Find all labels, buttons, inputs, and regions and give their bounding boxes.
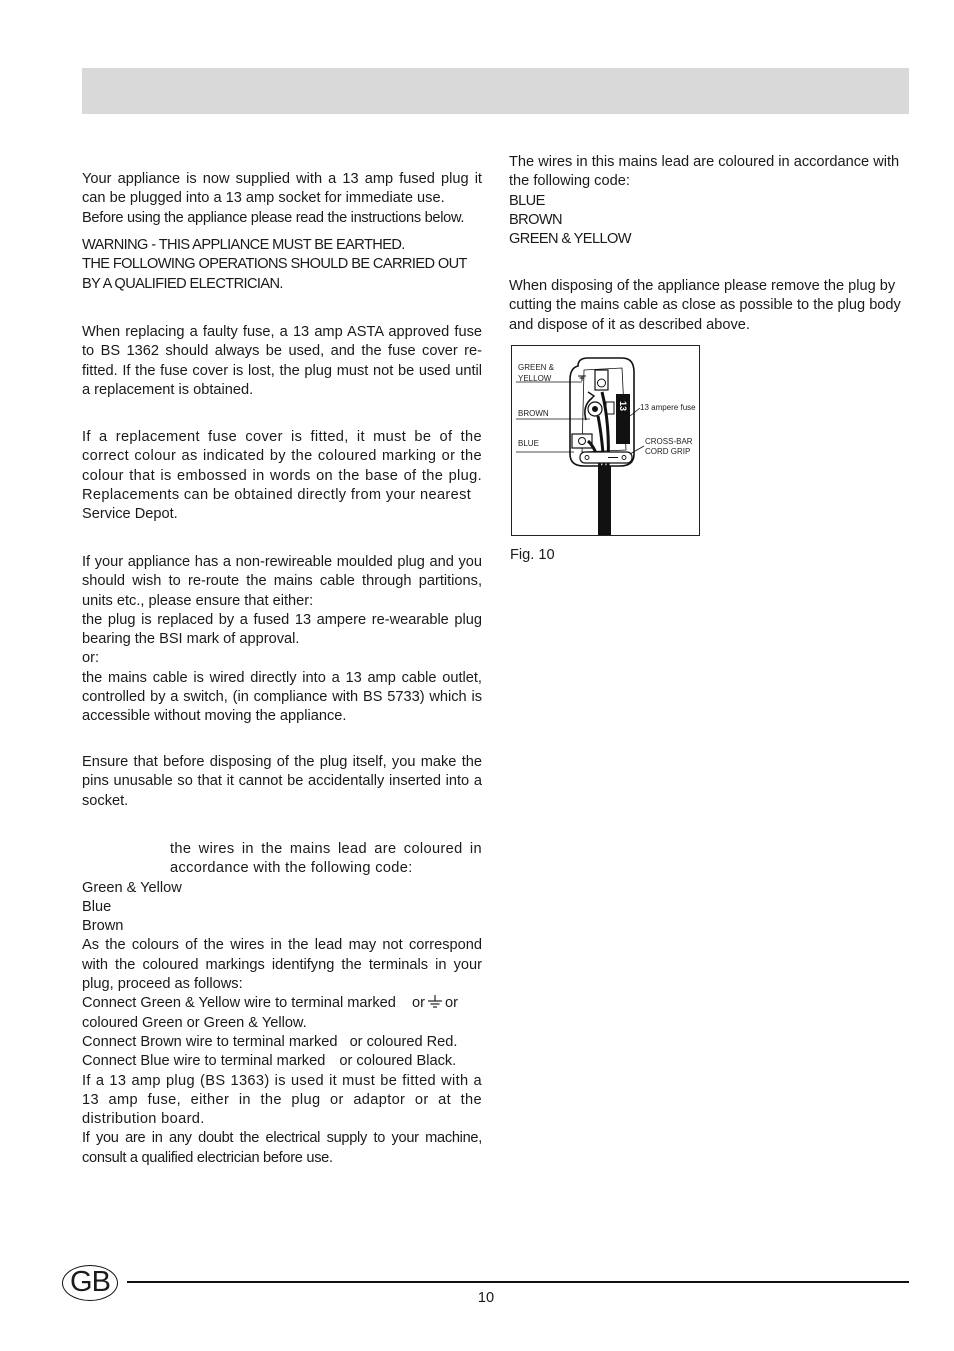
warning-block [82,236,482,294]
connect-earth-a: Connect Green & Yellow wire to terminal marked [82,995,396,1012]
wiring-note: As the colours of the wires in the lead may not correspond with the coloured markings identifyng the terminals in your plug, proceed as follows: [82,937,482,993]
doubt-text: If you are in any doubt the electrical supply to your machine, consult a qualified electrician before use. [82,1130,482,1166]
connect-earth-or-1: or [411,995,425,1012]
intro-text: Your appliance is now supplied with a 13 amp fused plug it can be plugged into a 13 amp socket for immediate use. [82,171,482,207]
intro-instructions: Before using the appliance please read the instructions below. [82,209,465,226]
wire-code-green-yellow: GREEN & YELLOW [509,231,631,248]
fuse-replacement-text: When replacing a faulty fuse, a 13 amp ASTA approved fuse to BS 1362 should always be used, and the fuse cover re-fitted. If the fuse cover is lost, the plug must not be used until a replacement is obtained. [82,324,482,398]
fuse-cover-depot: Service Depot. [82,506,178,523]
figure-label-brown: BROWN [518,409,549,418]
warning-electrician: THE FOLLOWING OPERATIONS SHOULD BE CARRIED OUT BY A QUALIFIED ELECTRICIAN. [82,256,467,292]
connect-earth-b: coloured Green or Green & Yellow. [82,1014,307,1031]
appliance-disposal-text: When disposing of the appliance please remove the plug by cutting the mains cable as close as possible to the plug body and dispose of it as described above. [509,278,901,333]
wire-code-blue: BLUE [509,192,545,209]
connect-brown-b: or coloured Red. [349,1033,458,1050]
figure-caption: Fig. 10 [510,547,555,563]
footer-divider [127,1281,909,1283]
figure-label-fuse: 13 ampere fuse [640,403,696,412]
wire-colour-green-yellow: Green & Yellow [82,879,182,896]
connect-blue-a: Connect Blue wire to terminal marked [82,1053,326,1070]
figure-label-blue: BLUE [518,439,539,448]
moulded-plug-or: or: [82,650,100,667]
figure-label-cord-grip-1: CROSS-BAR [645,437,693,446]
earth-symbol-icon [425,995,445,1009]
plug-disposal-block [82,753,482,811]
wire-colour-blue: Blue [82,898,112,915]
moulded-plug-option-1: the plug is replaced by a fused 13 ampere re-wearable plug bearing the BSI mark of approval. [82,611,482,648]
section-header-bar [82,68,909,114]
figure-label-cord-grip-2: CORD GRIP [645,447,691,456]
bs1363-text: If a 13 amp plug (BS 1363) is used it must be fitted with a 13 amp fuse, either in the plug or adaptor or at the distribution board. [82,1072,482,1128]
moulded-plug-option-2: the mains cable is wired directly into a 13 amp cable outlet, controlled by a switch, (in compliance with BS 5733) which is accessible without moving the appliance. [82,669,482,725]
connect-brown-a: Connect Brown wire to terminal marked [82,1033,338,1050]
wiring-block [82,840,482,1168]
connect-earth-line [82,994,482,1013]
moulded-plug-intro: If your appliance has a non-rewireable moulded plug and you should wish to re-route the mains cable through partitions, units etc., please ensure that either: [82,554,482,609]
figure-label-green-yellow-1: GREEN & [518,363,555,372]
warning-earthed: WARNING - THIS APPLIANCE MUST BE EARTHED. [82,237,405,253]
wire-colour-brown: Brown [82,918,124,935]
intro-block [82,170,482,228]
connect-brown-line [82,1033,482,1052]
appliance-disposal-block [509,277,911,335]
plug-disposal-text: Ensure that before disposing of the plug itself, you make the pins unusable so that it cannot be accidentally inserted into a socket. [82,754,482,809]
connect-blue-line [82,1052,482,1071]
wire-code-intro: The wires in this mains lead are coloured in accordance with the following code: [509,154,900,190]
wire-code-block [509,153,911,249]
connect-blue-b: or coloured Black. [339,1053,457,1070]
connect-earth-or-2: or [444,995,458,1012]
wires-intro: the wires in the mains lead are coloured in accordance with the following code: [170,841,482,877]
plug-wiring-figure [511,345,700,536]
fuse-cover-block [82,428,482,524]
fuse-marking: 13 [618,401,628,412]
figure-label-green-yellow-2: YELLOW [518,374,552,383]
fuse-cover-text: If a replacement fuse cover is fitted, it must be of the correct colour as indicated by the coloured marking or the colour that is embossed in words on the base of the plug. Replacements can be obtained directly from your nearest [82,429,482,503]
page-number: 10 [477,1290,495,1306]
fuse-replacement-block [82,323,482,400]
moulded-plug-block [82,553,482,727]
wire-code-brown: BROWN [509,211,562,228]
language-badge: GB [62,1265,118,1301]
